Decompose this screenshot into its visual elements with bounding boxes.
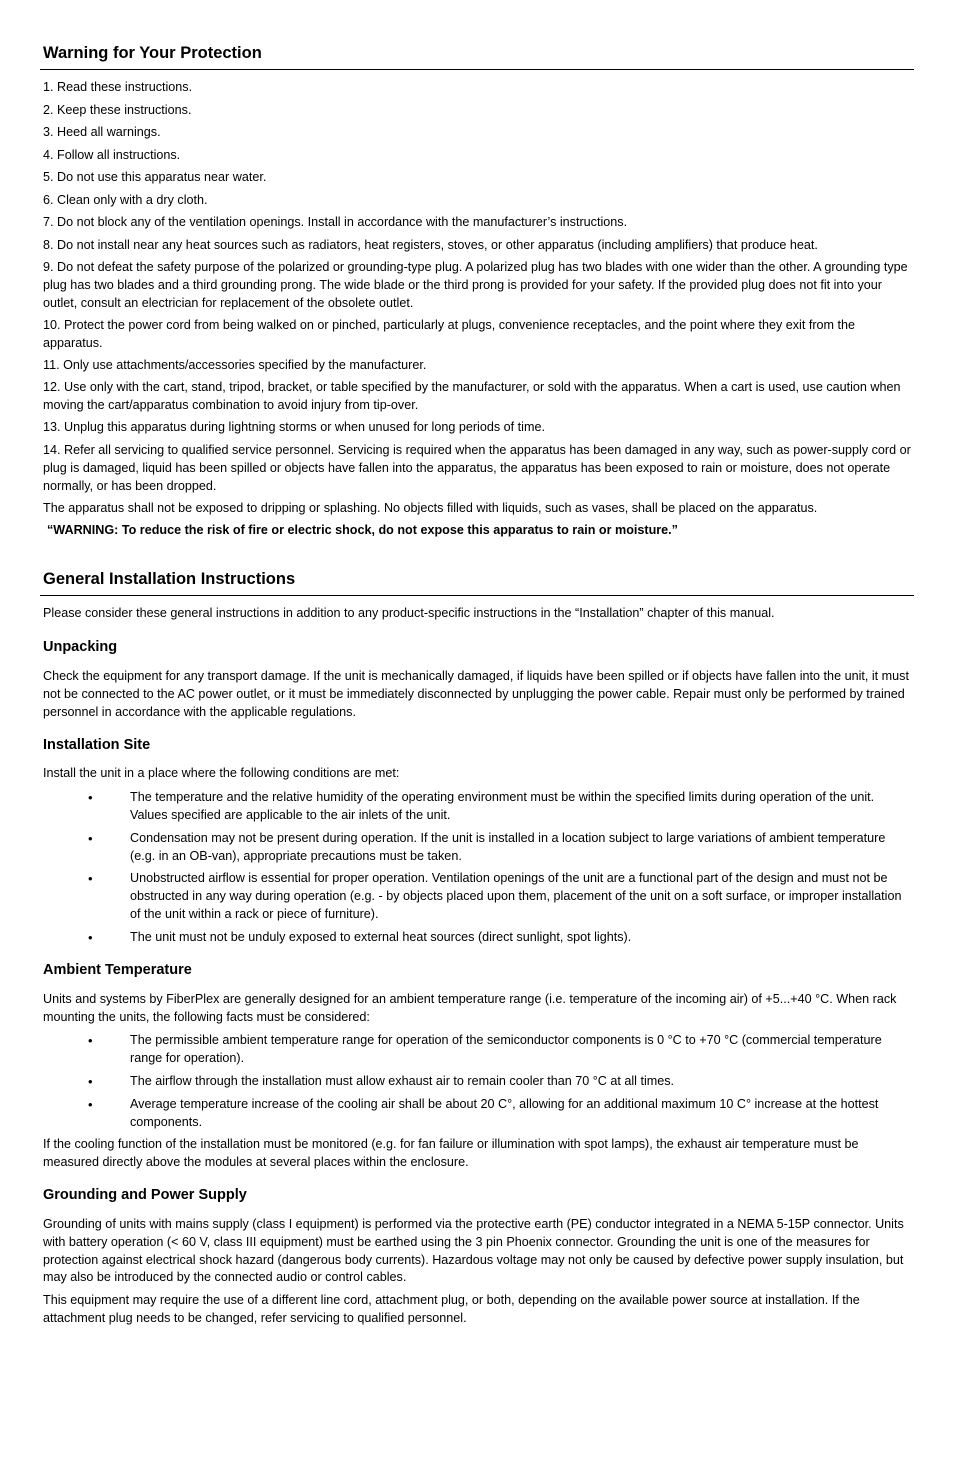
list-item: 1. Read these instructions.	[43, 80, 193, 94]
grounding-paragraph: Grounding of units with mains supply (class I equipment) is performed via the protective earth (PE) conductor integrated in a NEMA 5-15P connector. Units with battery operation (< 60 V, class III equipment) must be earthed using the 3 pin Phoenix connector. Grounding the unit is one of the measures for protection against electrical shock hazard (dangerous body currents). Hazardous voltage may not only be caused by defective power supply insulation, but may also be introduced by the connected audio or control cables.	[43, 1217, 904, 1285]
bullet-item: Average temperature increase of the cooling air shall be about 20 C°, allowing for an additional maximum 10 C° increase at the hottest components.	[130, 1097, 879, 1129]
list-item: 3. Heed all warnings.	[43, 125, 161, 139]
list-item: 2. Keep these instructions.	[43, 103, 192, 117]
list-item: 11. Only use attachments/accessories specified by the manufacturer.	[43, 358, 427, 372]
subheading-installation-site: Installation Site	[43, 737, 151, 753]
subheading-grounding: Grounding and Power Supply	[43, 1187, 247, 1203]
list-item: 8. Do not install near any heat sources such as radiators, heat registers, stoves, or other apparatus (including amplifiers) that produce heat.	[43, 238, 818, 252]
bullet-glyph: •	[88, 831, 93, 846]
section-divider	[40, 69, 914, 70]
bullet-glyph: •	[88, 1033, 93, 1048]
list-item: 7. Do not block any of the ventilation openings. Install in accordance with the manufacturer’s instructions.	[43, 215, 628, 229]
bullet-glyph: •	[88, 930, 93, 945]
section-divider	[40, 595, 914, 596]
list-item: 5. Do not use this apparatus near water.	[43, 170, 267, 184]
bullet-glyph: •	[88, 1097, 93, 1112]
installation-intro: Please consider these general instructions in addition to any product-specific instructions in the “Installation” chapter of this manual.	[43, 606, 775, 620]
warning-statement: “WARNING: To reduce the risk of fire or electric shock, do not expose this apparatus to rain or moisture.”	[47, 523, 678, 537]
list-item: 6. Clean only with a dry cloth.	[43, 193, 208, 207]
bullet-item: The airflow through the installation must allow exhaust air to remain cooler than 70 °C at all times.	[130, 1074, 675, 1088]
bullet-item: The permissible ambient temperature range for operation of the semiconductor components is 0 °C to +70 °C (commercial temperature range for operation).	[130, 1033, 882, 1065]
subheading-ambient-temperature: Ambient Temperature	[43, 962, 192, 978]
bullet-item: Condensation may not be present during operation. If the unit is installed in a location subject to large variations of ambient temperature (e.g. in an OB-van), appropriate precautions must be taken.	[130, 831, 886, 863]
unpacking-text: Check the equipment for any transport damage. If the unit is mechanically damaged, if liquids have been spilled or if objects have fallen into the unit, it must not be connected to the AC power outlet, or it must be immediately disconnected by unplugging the power cable. Repair must only be performed by trained personnel in accordance with the applicable regulations.	[43, 669, 909, 719]
bullet-item: Unobstructed airflow is essential for proper operation. Ventilation openings of the unit are a functional part of the design and must not be obstructed in any way during operation (e.g. - by objects placed upon them, placement of the unit on a soft surface, or improper installation of the unit within a rack or piece of furniture).	[130, 871, 902, 921]
list-item: 4. Follow all instructions.	[43, 148, 181, 162]
safety-note: The apparatus shall not be exposed to dripping or splashing. No objects filled with liquids, such as vases, shall be placed on the apparatus.	[43, 501, 818, 515]
ambient-outro: If the cooling function of the installation must be monitored (e.g. for fan failure or illumination with spot lamps), the exhaust air temperature must be measured directly above the modules at several places within the enclosure.	[43, 1137, 859, 1169]
section-title-warning: Warning for Your Protection	[43, 44, 262, 62]
bullet-glyph: •	[88, 1074, 93, 1089]
list-item: 13. Unplug this apparatus during lightning storms or when unused for long periods of time.	[43, 420, 545, 434]
ambient-intro: Units and systems by FiberPlex are generally designed for an ambient temperature range (i.e. temperature of the incoming air) of +5...+40 °C. When rack mounting the units, the following facts must be considered:	[43, 992, 897, 1024]
bullet-glyph: •	[88, 790, 93, 805]
bullet-item: The temperature and the relative humidity of the operating environment must be within the specified limits during operation of the unit. Values specified are applicable to the air inlets of the unit.	[130, 790, 875, 822]
bullet-item: The unit must not be unduly exposed to external heat sources (direct sunlight, spot lights).	[130, 930, 632, 944]
list-item: 10. Protect the power cord from being walked on or pinched, particularly at plugs, convenience receptacles, and the point where they exit from the apparatus.	[43, 318, 856, 350]
list-item: 9. Do not defeat the safety purpose of the polarized or grounding-type plug. A polarized plug has two blades with one wider than the other. A grounding type plug has two blades and a third grounding prong. The wide blade or the third prong is provided for your safety. If the provided plug does not fit into your outlet, consult an electrician for replacement of the obsolete outlet.	[43, 260, 908, 310]
subheading-unpacking: Unpacking	[43, 639, 118, 655]
section-title-installation: General Installation Instructions	[43, 570, 296, 588]
list-item: 12. Use only with the cart, stand, tripod, bracket, or table specified by the manufacturer, or sold with the apparatus. When a cart is used, use caution when moving the cart/apparatus combination to avoid injury from tip-over.	[43, 380, 901, 412]
grounding-paragraph: This equipment may require the use of a different line cord, attachment plug, or both, depending on the available power source at installation. If the attachment plug needs to be changed, refer servicing to qualified personnel.	[43, 1293, 860, 1325]
list-item: 14. Refer all servicing to qualified service personnel. Servicing is required when the apparatus has been damaged in any way, such as power-supply cord or plug is damaged, liquid has been spilled or objects have fallen into the apparatus, the apparatus has been exposed to rain or moisture, does not operate normally, or has been dropped.	[43, 443, 911, 493]
installation-site-intro: Install the unit in a place where the following conditions are met:	[43, 766, 400, 780]
bullet-glyph: •	[88, 871, 93, 886]
